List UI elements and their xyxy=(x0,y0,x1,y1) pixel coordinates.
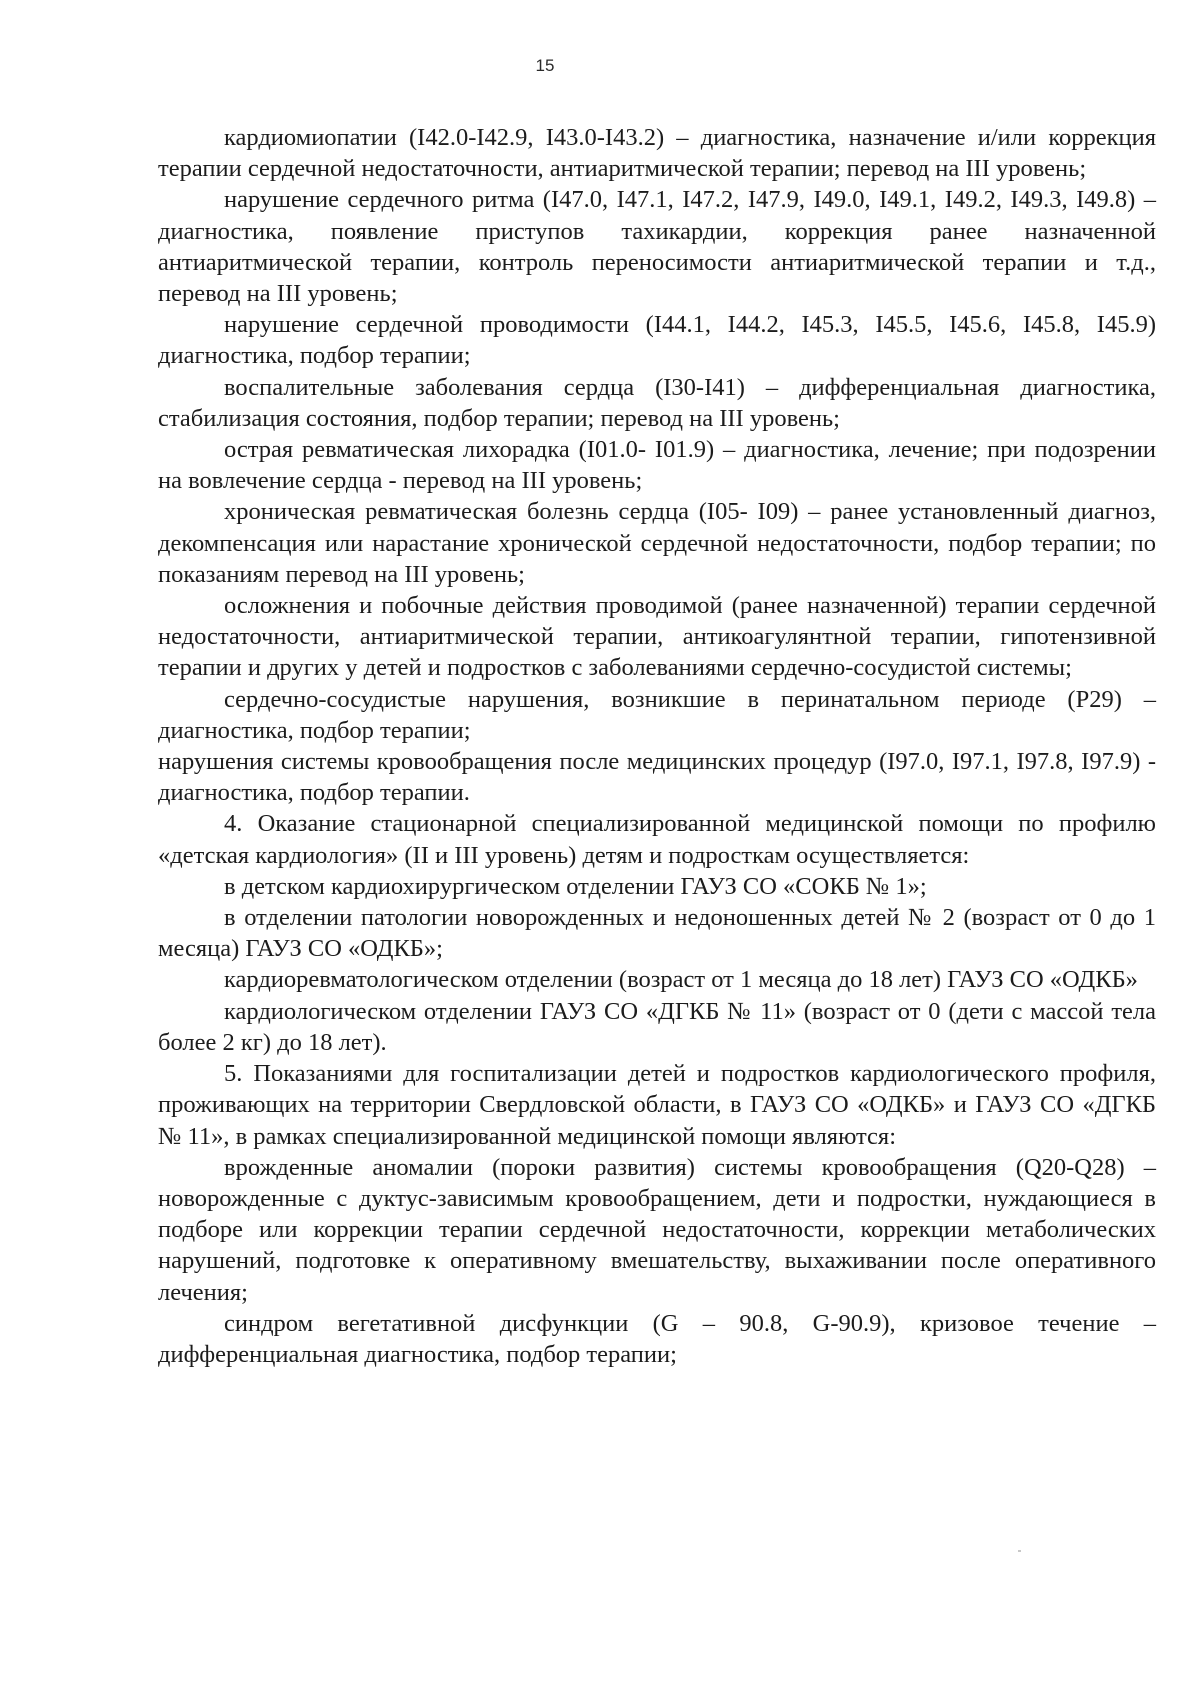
paragraph-dgkb-11: кардиологическом отделении ГАУЗ СО «ДГКБ № 11» (возраст от 0 (дети с массой тела более 2 кг) до 18 лет). xyxy=(158,997,1156,1056)
paragraph-section-4: 4. Оказание стационарной специализированной медицинской помощи по профилю «детская кардиология» (II и III уровень) детям и подросткам осуществляется: xyxy=(158,810,1156,869)
paragraph-vegetative-dysfunction: синдром вегетативной дисфункции (G – 90.8, G-90.9), кризовое течение – дифференциальная диагностика, подбор терапии; xyxy=(158,1309,1156,1368)
paragraph-chronic-rheumatic: хроническая ревматическая болезнь сердца (I05- I09) – ранее установленный диагноз, декомпенсация или нарастание хронической сердечной недостаточности, подбор терапии; по показаниям перевод на III уровень; xyxy=(158,498,1156,588)
paragraph-perinatal: сердечно-сосудистые нарушения, возникшие в перинатальном периоде (P29) – диагностика, подбор терапии; xyxy=(158,685,1156,744)
paragraph-inflammatory-heart: воспалительные заболевания сердца (I30-I41) – дифференциальная диагностика, стабилизация состояния, подбор терапии; перевод на III уровень; xyxy=(158,373,1156,432)
paragraph-newborn-department: в отделении патологии новорожденных и недоношенных детей № 2 (возраст от 0 до 1 месяца) ГАУЗ СО «ОДКБ»; xyxy=(158,904,1156,963)
page-number: 15 xyxy=(535,56,555,75)
paragraph-post-procedure: нарушения системы кровообращения после медицинских процедур (I97.0, I97.1, I97.8, I97.9) - диагностика, подбор терапии. xyxy=(158,748,1156,807)
paragraph-cardiorheumatology: кардиоревматологическом отделении (возраст от 1 месяца до 18 лет) ГАУЗ СО «ОДКБ» xyxy=(224,966,1138,994)
document-body xyxy=(158,122,1156,1370)
paragraph-acute-rheumatic-fever: острая ревматическая лихорадка (I01.0- I01.9) – диагностика, лечение; при подозрении на вовлечение сердца - перевод на III уровень; xyxy=(158,436,1156,495)
scan-artifact xyxy=(1018,1550,1021,1552)
paragraph-heart-conduction: нарушение сердечной проводимости (I44.1, I44.2, I45.3, I45.5, I45.6, I45.8, I45.9) диагностика, подбор терапии; xyxy=(158,311,1156,370)
paragraph-complications: осложнения и побочные действия проводимой (ранее назначенной) терапии сердечной недостаточности, антиаритмической терапии, антикоагулянтной терапии, гипотензивной терапии и других у детей и подростков с заболеваниями сердечно-сосудистой системы; xyxy=(158,592,1156,682)
paragraph-heart-rhythm: нарушение сердечного ритма (I47.0, I47.1, I47.2, I47.9, I49.0, I49.1, I49.2, I49.3, I49.8) – диагностика, появление приступов тахикардии, коррекция ранее назначенной антиаритмической терапии, контроль переносимости антиаритмической терапии и т.д., перевод на III уровень; xyxy=(158,186,1156,308)
paragraph-cardiomyopathy: кардиомиопатии (I42.0-I42.9, I43.0-I43.2) – диагностика, назначение и/или коррекция терапии сердечной недостаточности, антиаритмической терапии; перевод на III уровень; xyxy=(158,124,1156,183)
paragraph-congenital-anomalies: врожденные аномалии (пороки развития) системы кровообращения (Q20-Q28) – новорожденные с дуктус-зависимым кровообращением, дети и подростки, нуждающиеся в подборе или коррекции терапии сердечной недостаточности, коррекции метаболических нарушений, подготовке к оперативному вмешательству, выхаживании после оперативного лечения; xyxy=(158,1153,1156,1306)
paragraph-sokb-1: в детском кардиохирургическом отделении ГАУЗ СО «СОКБ № 1»; xyxy=(224,872,927,900)
paragraph-section-5: 5. Показаниями для госпитализации детей и подростков кардиологического профиля, проживающих на территории Свердловской области, в ГАУЗ СО «ОДКБ» и ГАУЗ СО «ДГКБ № 11», в рамках специализированной медицинской помощи являются: xyxy=(158,1060,1156,1150)
